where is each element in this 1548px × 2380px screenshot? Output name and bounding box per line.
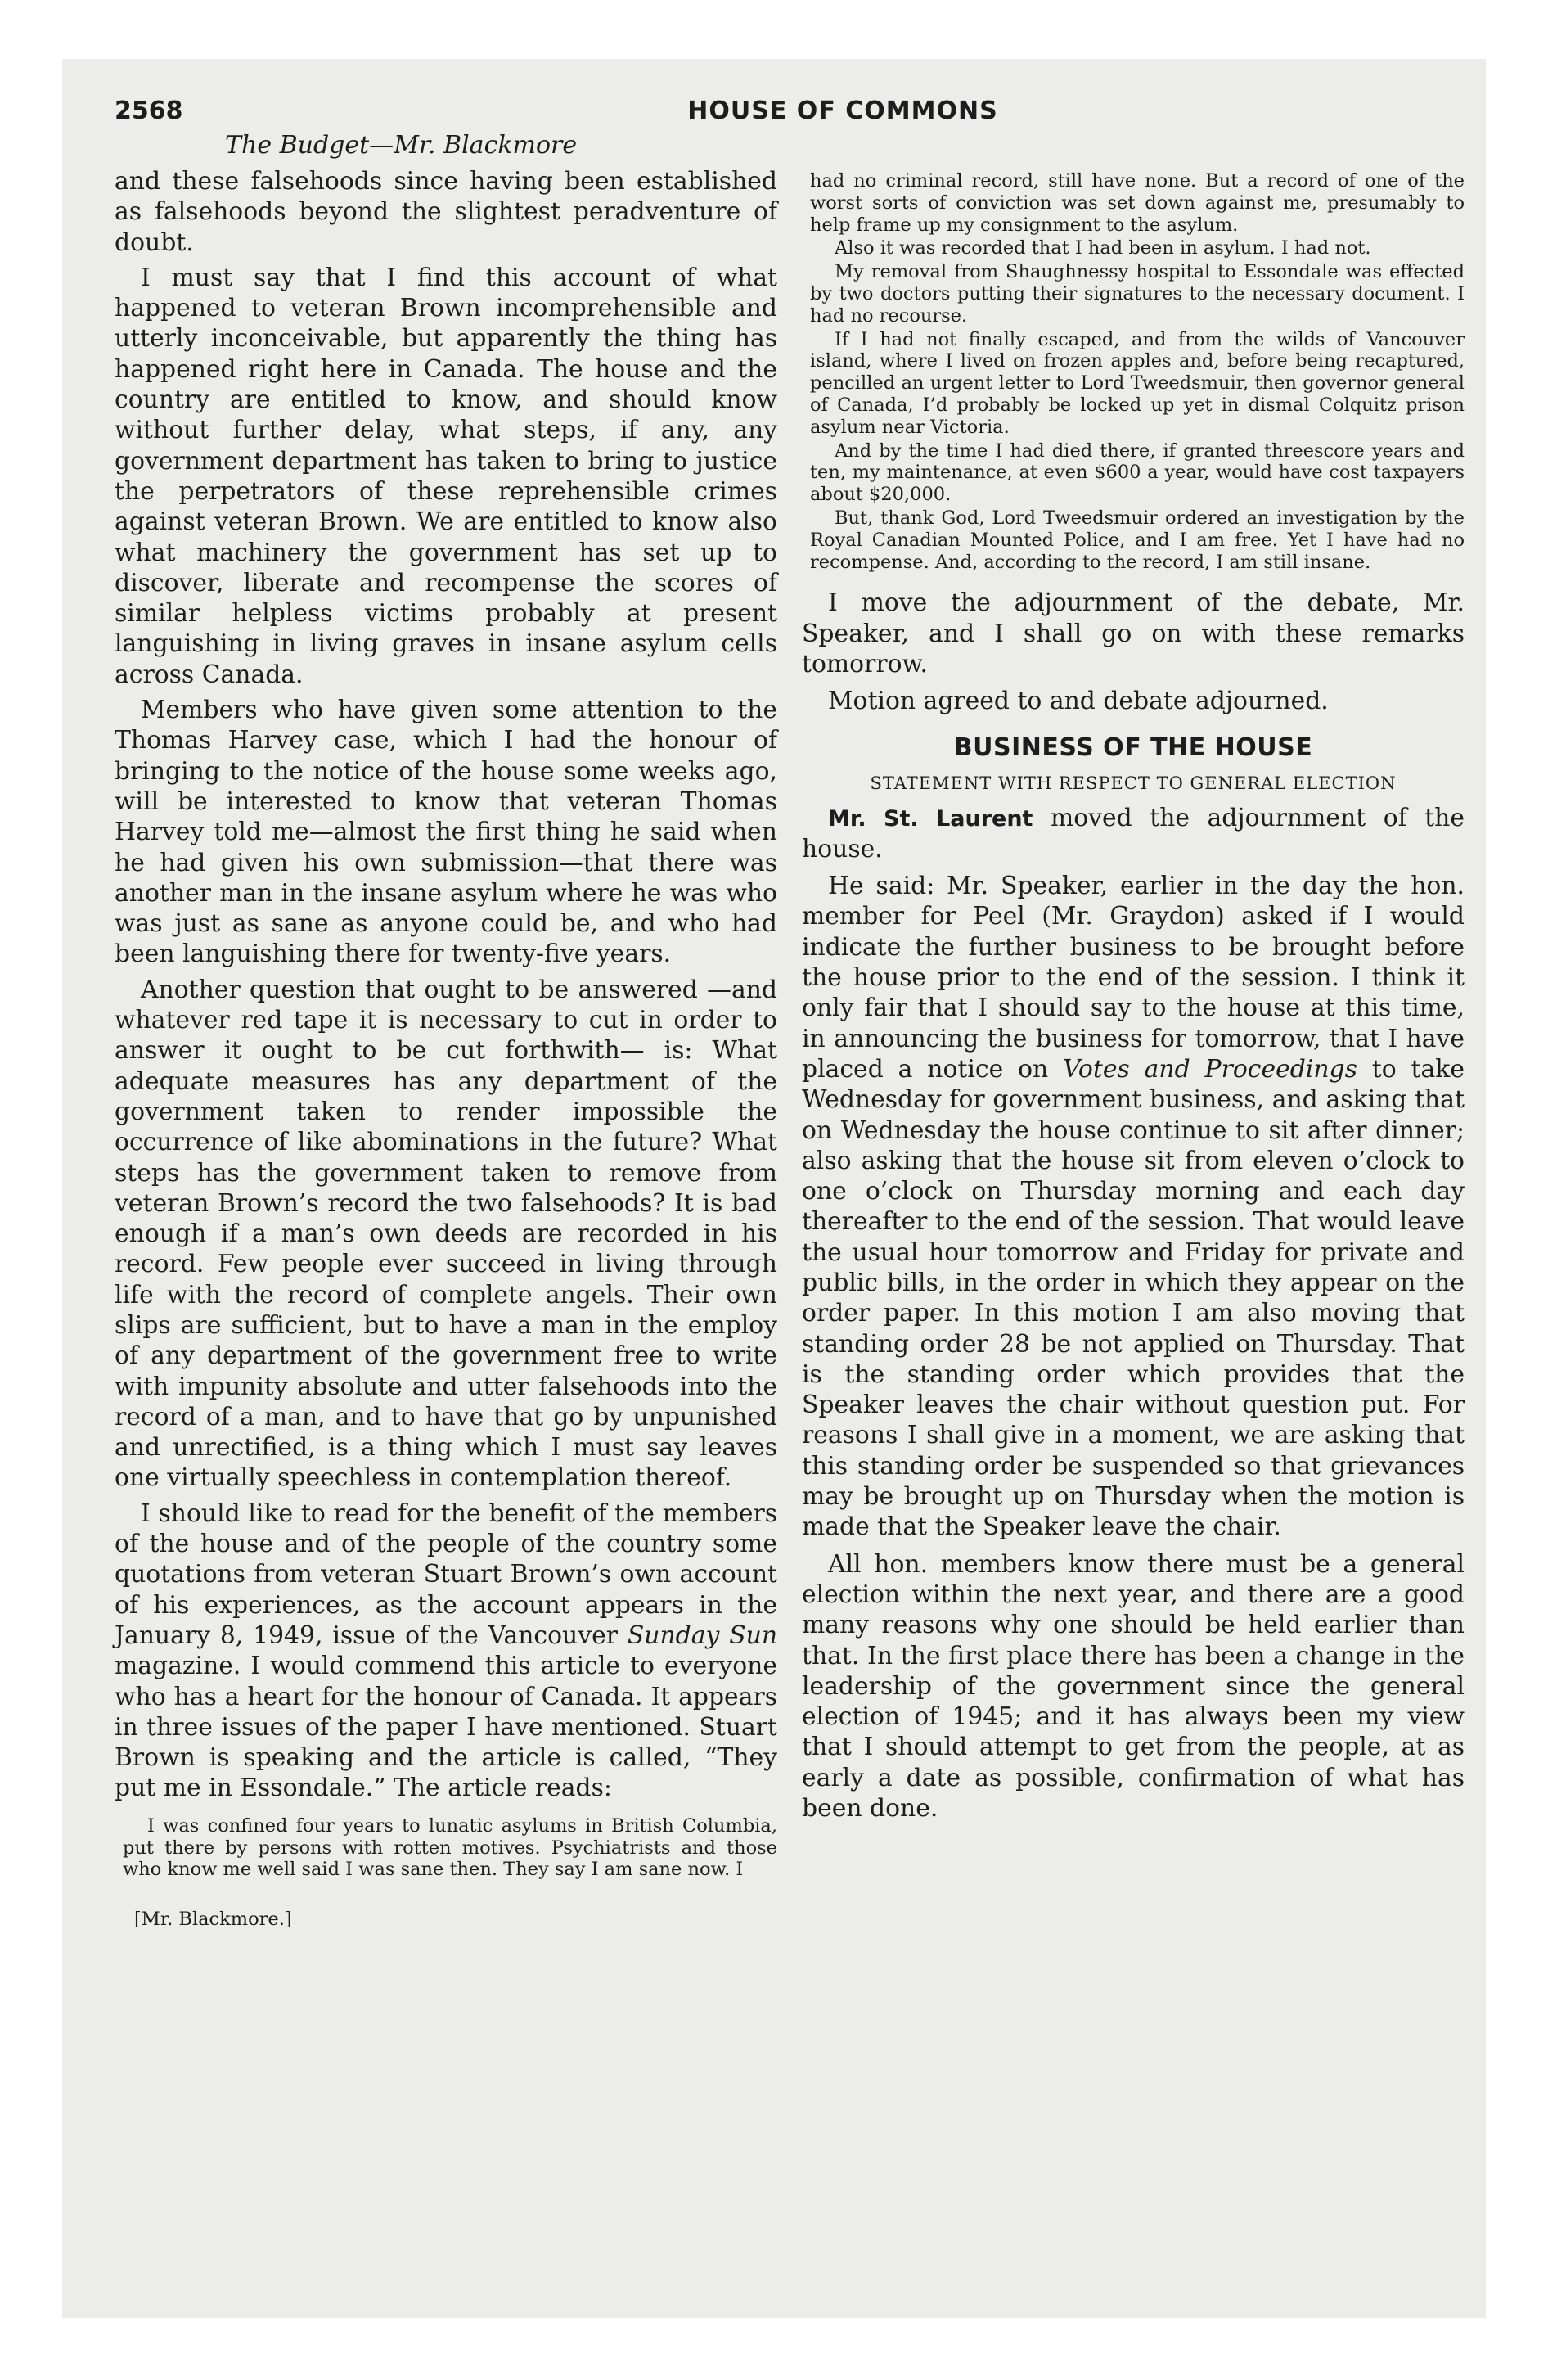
right-body-2 (802, 803, 1465, 1824)
right-body (802, 588, 1465, 716)
speaker-name: Mr. St. Laurent (828, 805, 1033, 832)
publication-name: Votes and Proceedings (1063, 1054, 1357, 1084)
publication-name: Sunday Sun (627, 1620, 778, 1650)
section-heading: BUSINESS OF THE HOUSE (953, 732, 1313, 762)
paragraph: Motion agreed to and debate adjourned. (828, 687, 1329, 716)
quote-paragraph: If I had not finally escaped, and from the wilds of Vancouver island, where I lived on frozen apples and, before being recaptured, pencilled an urgent letter to Lord Tweedsmuir, then governor general of Canada, I’d probably be locked up yet in dismal Colquitz prison asylum near Victoria. (810, 328, 1465, 438)
paragraph: I move the adjournment of the debate, Mr. Speaker, and I shall go on with these remarks tomorrow. (802, 588, 1465, 678)
paragraph (802, 803, 1465, 865)
paragraph (802, 871, 1465, 1543)
quoted-article-continued (802, 170, 1465, 573)
quote-paragraph: I was confined four years to lunatic asylums in British Columbia, put there by persons with rotten motives. Psychiatrists and those who know me well said I was sane then. They say I am sane now. I (123, 1814, 777, 1881)
text-run: I should like to read for the benefit of the members of the house and of the people of the country some quotations from veteran Stuart Brown’s own account of his experiences, as the account appears in the January 8, 1949, issue of the Vancouver (115, 1499, 777, 1650)
paragraph: Another question that ought to be answered —and whatever red tape it is necessary to cut in order to answer it ought to be cut forthwith— is: What adequate measures has any department of the government taken to render impossible the occurrence of like abominations in the future? What steps has the government taken to remove from veteran Brown’s record the two falsehoods? It is bad enough if a man’s own deeds are recorded in his record. Few people ever succeed in living through life with the record of complete angels. Their own slips are sufficient, but to have a man in the employ of any department of the government free to write with impunity absolute and utter falsehoods into the record of a man, and to have that go by unpunished and unrectified, is a thing which I must say leaves one virtually speechless in contemplation thereof. (115, 975, 777, 1493)
paragraph: All hon. members know there must be a general election within the next year, and there are a good many reasons why one should be held earlier than that. In the first place there has been a change in the leadership of the government since the general election of 1945; and it has always been my view that I should attempt to get from the people, at as early a date as possible, confirmation of what has been done. (802, 1549, 1465, 1823)
paragraph: Members who have given some attention to the Thomas Harvey case, which I had the honour of bringing to the notice of the house some weeks ago, will be interested to know that veteran Thomas Harvey told me—almost the first thing he said when he had given his own submission—that there was another man in the insane asylum where he was who was just as sane as anyone could be, and who had been languishing there for twenty-five years. (115, 696, 777, 969)
paragraph (115, 1499, 777, 1804)
paragraph: and these falsehoods since having been established as falsehoods beyond the slightest peradventure of doubt. (115, 167, 777, 257)
quote-paragraph: Also it was recorded that I had been in asylum. I had not. (835, 237, 1371, 259)
quote-paragraph: had no criminal record, still have none. But a record of one of the worst sorts of conviction was set down against me, presumably to help frame up my consignment to the asylum. (810, 170, 1465, 236)
quote-paragraph: But, thank God, Lord Tweedsmuir ordered an investigation by the Royal Canadian Mounted Police, and I am free. Yet I have had no recompense. And, according to the record, I am still insane. (810, 507, 1465, 573)
journal-title: HOUSE OF COMMONS (687, 97, 998, 125)
quoted-article (115, 1815, 777, 1881)
paragraph: I must say that I find this account of what happened to veteran Brown incomprehensible and utterly inconceivable, but apparently the thing has happened right here in Canada. The house and the country are entitled to know, and should know without further delay, what steps, if any, any government department has taken to bring to justice the perpetrators of these reprehensible crimes against veteran Brown. We are entitled to know also what machinery the government has set up to discover, liberate and recompense the scores of similar helpless victims probably at present languishing in living graves in insane asylum cells across Canada. (115, 263, 777, 689)
speaker-attribution: [Mr. Blackmore.] (134, 1909, 292, 1931)
text-run: to take Wednesday for government business, and asking that on Wednesday the house continue to sit after dinner; also asking that the house sit from eleven o’clock to one o’clock on Thursday morning and each day thereafter to the end of the session. That would leave the usual hour tomorrow and Friday for private and public bills, in the order in which they appear on the order paper. In this motion I am also moving that standing order 28 be not applied on Thursday. That is the standing order which provides that the Speaker leaves the chair without question put. For reasons I shall give in a moment, we are asking that this standing order be suspended so that grievances may be brought up on Thursday when the motion is made that the Speaker leave the chair. (802, 1054, 1465, 1542)
left-body (115, 166, 777, 1804)
right-column (802, 129, 1465, 1830)
section-subheading: STATEMENT WITH RESPECT TO GENERAL ELECTION (870, 773, 1397, 793)
text-run: moved the adjournment of the house. (802, 803, 1465, 863)
running-subhead: The Budget—Mr. Blackmore (225, 131, 578, 160)
quote-paragraph: My removal from Shaughnessy hospital to Essondale was effected by two doctors putting their signatures to the necessary document. I had no recourse. (810, 261, 1465, 327)
left-column (115, 129, 777, 1930)
text-run: He said: Mr. Speaker, earlier in the day the hon. member for Peel (Mr. Graydon) asked if I would indicate the further business to be brought before the house prior to the end of the session. I think it only fair that I should say to the house at this time, in announcing the business for tomorrow, that I have placed a notice on (802, 872, 1465, 1084)
text-run: magazine. I would commend this article to everyone who has a heart for the honour of Canada. It appears in three issues of the paper I have mentioned. Stuart Brown is speaking and the article is called, “They put me in Essondale.” The article reads: (115, 1652, 777, 1803)
quote-paragraph: And by the time I had died there, if granted threescore years and ten, my maintenance, at even $600 a year, would have cost taxpayers about $20,000. (810, 439, 1465, 506)
page-number: 2568 (115, 97, 183, 125)
